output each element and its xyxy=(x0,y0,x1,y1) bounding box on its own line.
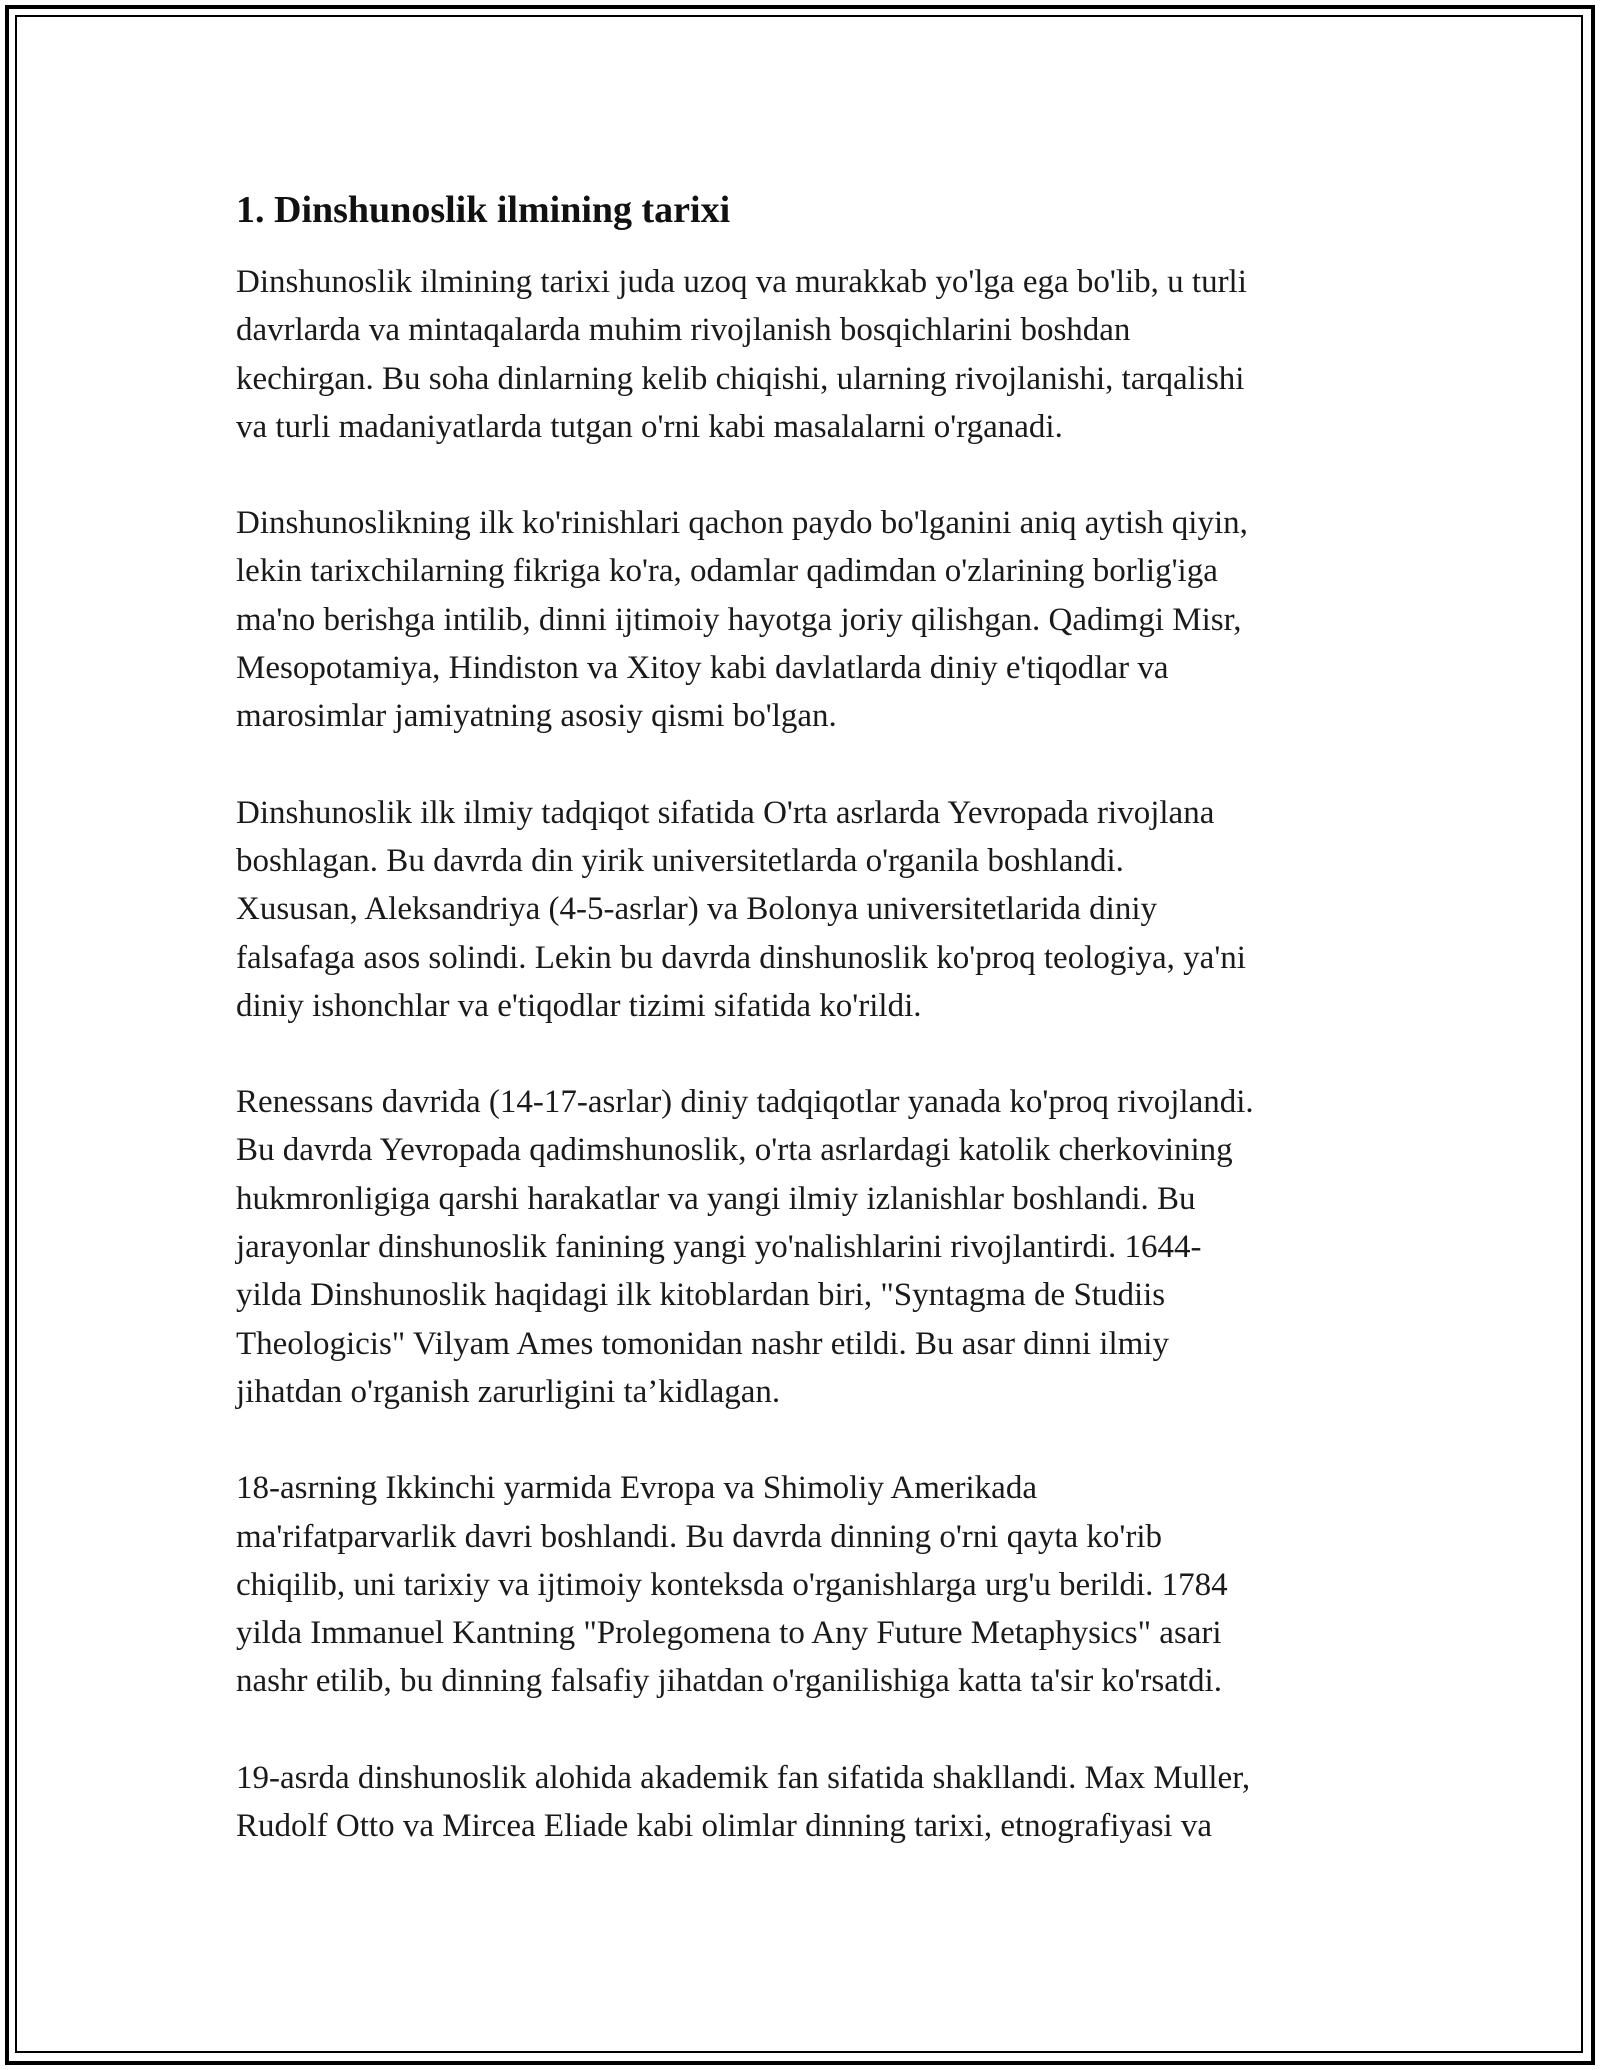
paragraph-line: chiqilib, uni tarixiy va ijtimoiy konteksda o'rganishlarga urg'u berildi. 1784 xyxy=(236,1566,1228,1603)
paragraph-line: 18-asrning Ikkinchi yarmida Evropa va Shimoliy Amerikada xyxy=(236,1470,1037,1507)
paragraph-line: Bu davrda Yevropada qadimshunoslik, o'rta asrlardagi katolik cherkovining xyxy=(236,1132,1233,1169)
paragraph-line: diniy ishonchlar va e'tiqodlar tizimi sifatida ko'rildi. xyxy=(236,987,922,1024)
paragraph-line: Dinshunoslik ilmining tarixi juda uzoq va murakkab yo'lga ega bo'lib, u turli xyxy=(236,264,1247,300)
paragraph-line: Xususan, Aleksandriya (4-5-asrlar) va Bolonya universitetlarida diniy xyxy=(236,891,1158,928)
paragraph-line: Mesopotamiya, Hindiston va Xitoy kabi davlatlarda diniy e'tiqodlar va xyxy=(236,650,1169,687)
paragraph-line: kechirgan. Bu soha dinlarning kelib chiqishi, ularning rivojlanishi, tarqalishi xyxy=(236,360,1245,397)
paragraph-line: Renessans davrida (14-17-asrlar) diniy tadqiqotlar yanada ko'proq rivojlandi. xyxy=(236,1084,1254,1121)
paragraph-line: davrlarda va mintaqalarda muhim rivojlanish bosqichlarini boshdan xyxy=(236,312,1131,349)
paragraph-line: 19-asrda dinshunoslik alohida akademik fan sifatida shakllandi. Max Muller, xyxy=(236,1759,1251,1796)
paragraph-line: marosimlar jamiyatning asosiy qismi bo'lgan. xyxy=(236,698,837,735)
paragraph-6 xyxy=(236,1754,1376,1851)
paragraph-5 xyxy=(236,1464,1376,1705)
paragraph-line: yilda Dinshunoslik haqidagi ilk kitoblardan biri, "Syntagma de Studiis xyxy=(236,1277,1166,1314)
paragraph-line: Rudolf Otto va Mircea Eliade kabi olimlar dinning tarixi, etnografiyasi va xyxy=(236,1808,1212,1845)
paragraph-1 xyxy=(236,258,1376,451)
paragraph-line: hukmronligiga qarshi harakatlar va yangi ilmiy izlanishlar boshlandi. Bu xyxy=(236,1180,1196,1217)
paragraph-line: lekin tarixchilarning fikriga ko'ra, odamlar qadimdan o'zlarining borlig'iga xyxy=(236,553,1218,590)
paragraph-2 xyxy=(236,499,1376,740)
paragraph-line: falsafaga asos solindi. Lekin bu davrda dinshunoslik ko'proq teologiya, ya'ni xyxy=(236,939,1246,976)
paragraph-line: yilda Immanuel Kantning "Prolegomena to Any Future Metaphysics" asari xyxy=(236,1615,1222,1652)
paragraph-line: Theologicis" Vilyam Ames tomonidan nashr etildi. Bu asar dinni ilmiy xyxy=(236,1325,1169,1362)
paragraph-line: Dinshunoslik ilk ilmiy tadqiqot sifatida O'rta asrlarda Yevropada rivojlana xyxy=(236,794,1215,831)
section-heading: 1. Dinshunoslik ilmining tarixi xyxy=(236,189,731,231)
paragraph-line: jarayonlar dinshunoslik fanining yangi yo'nalishlarini rivojlantirdi. 1644- xyxy=(236,1229,1202,1266)
paragraph-line: ma'rifatparvarlik davri boshlandi. Bu davrda dinning o'rni qayta ko'rib xyxy=(236,1518,1163,1555)
paragraph-4 xyxy=(236,1078,1376,1416)
paragraph-line: nashr etilib, bu dinning falsafiy jihatdan o'rganilishiga katta ta'sir ko'rsatdi. xyxy=(236,1663,1222,1700)
paragraph-line: va turli madaniyatlarda tutgan o'rni kabi masalalarni o'rganadi. xyxy=(236,408,1063,445)
paragraph-line: ma'no berishga intilib, dinni ijtimoiy hayotga joriy qilishgan. Qadimgi Misr, xyxy=(236,601,1242,638)
paragraph-3 xyxy=(236,789,1376,1030)
paragraph-line: jihatdan o'rganish zarurligini ta’kidlagan. xyxy=(236,1373,781,1410)
document-body xyxy=(236,186,1376,1898)
paragraph-line: boshlagan. Bu davrda din yirik universitetlarda o'rganila boshlandi. xyxy=(236,842,1124,879)
paragraph-line: Dinshunoslikning ilk ko'rinishlari qachon paydo bo'lganini aniq aytish qiyin, xyxy=(236,505,1248,542)
